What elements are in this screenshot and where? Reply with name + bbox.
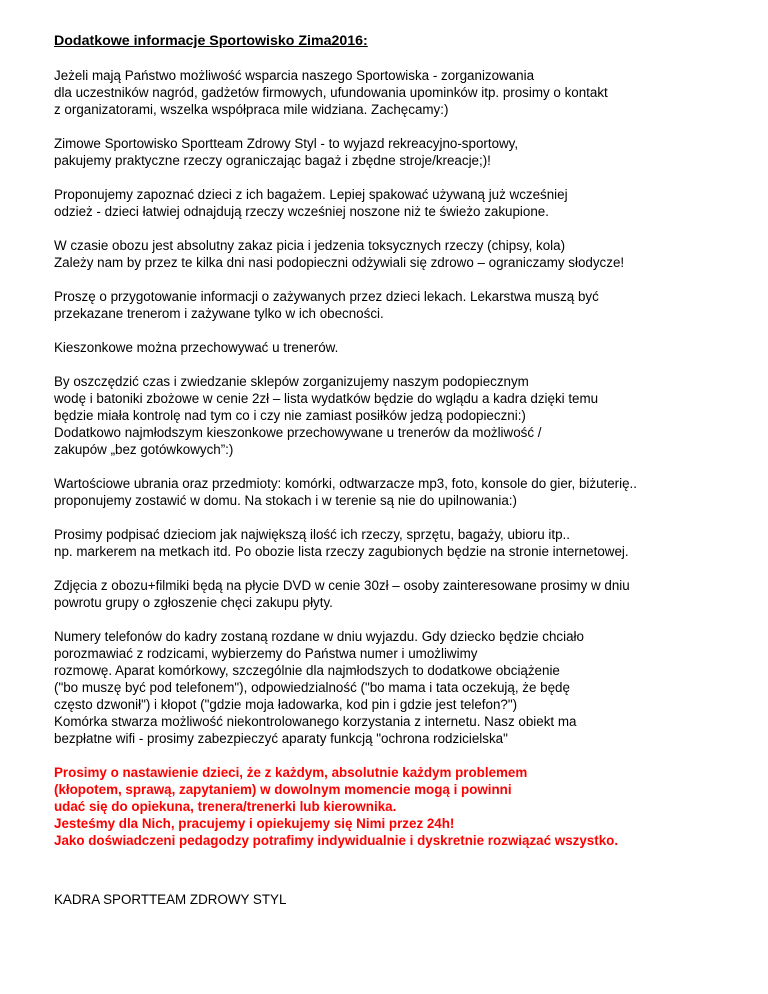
paragraph-line: Jeżeli mają Państwo możliwość wsparcia naszego Sportowiska - zorganizowania bbox=[54, 68, 535, 83]
paragraph-line: Proponujemy zapoznać dzieci z ich bagażem. Lepiej spakować używaną już wcześniej bbox=[54, 187, 568, 202]
paragraph-line: rozmowę. Aparat komórkowy, szczególnie dla najmłodszych to dodatkowe obciążenie bbox=[54, 663, 560, 678]
important-line: udać się do opiekuna, trenera/trenerki lub kierownika. bbox=[54, 799, 397, 814]
important-line: (kłopotem, sprawą, zapytaniem) w dowolnym momencie mogą i powinni bbox=[54, 782, 512, 797]
paragraph-line: zakupów „bez gotówkowych”:) bbox=[54, 442, 234, 457]
paragraph-phones bbox=[54, 628, 754, 747]
document-page bbox=[54, 33, 754, 908]
paragraph-line: często dzwonił") i kłopot ("gdzie moja ładowarka, kod pin i gdzie jest telefon?") bbox=[54, 697, 518, 712]
important-line: Jesteśmy dla Nich, pracujemy i opiekujemy się Nimi przez 24h! bbox=[54, 816, 455, 831]
paragraph-line: dla uczestników nagród, gadżetów firmowych, ufundowania upominków itp. prosimy o kontakt bbox=[54, 85, 608, 100]
paragraph-food-ban bbox=[54, 237, 754, 271]
paragraph-line: Proszę o przygotowanie informacji o zażywanych przez dzieci lekach. Lekarstwa muszą być bbox=[54, 289, 599, 304]
signature: KADRA SPORTTEAM ZDROWY STYL bbox=[54, 892, 287, 907]
important-line: Prosimy o nastawienie dzieci, że z każdym, absolutnie każdym problemem bbox=[54, 765, 528, 780]
paragraph-line: pakujemy praktyczne rzeczy ograniczając bagaż i zbędne stroje/kreacje;)! bbox=[54, 153, 491, 168]
paragraph-line: Zimowe Sportowisko Sportteam Zdrowy Styl - to wyjazd rekreacyjno-sportowy, bbox=[54, 136, 519, 151]
paragraph-valuables bbox=[54, 475, 754, 509]
paragraph-line: Zdjęcia z obozu+filmiki będą na płycie DVD w cenie 30zł – osoby zainteresowane prosimy w dniu bbox=[54, 578, 630, 593]
paragraph-line: z organizatorami, wszelka współpraca mile widziana. Zachęcamy:) bbox=[54, 102, 449, 117]
paragraph-line: powrotu grupy o zgłoszenie chęci zakupu płyty. bbox=[54, 595, 333, 610]
paragraph-line: bezpłatne wifi - prosimy zabezpieczyć aparaty funkcją "ochrona rodzicielska" bbox=[54, 731, 508, 746]
paragraph-pocket-money bbox=[54, 339, 754, 356]
paragraph-line: ("bo muszę być pod telefonem"), odpowiedzialność ("bo mama i tata oczekują, że będę bbox=[54, 680, 570, 695]
important-line: Jako doświadczeni pedagodzy potrafimy indywidualnie i dyskretnie rozwiązać wszystko. bbox=[54, 833, 619, 848]
paragraph-line: będzie miała kontrolę nad tym co i czy nie zamiast posiłków jedzą podopieczni:) bbox=[54, 408, 526, 423]
paragraph-snacks bbox=[54, 373, 754, 458]
paragraph-line: W czasie obozu jest absolutny zakaz picia i jedzenia toksycznych rzeczy (chipsy, kola) bbox=[54, 238, 566, 253]
paragraph-line: porozmawiać z rodzicami, wybierzemy do Państwa numer i umożliwimy bbox=[54, 646, 478, 661]
paragraph-line: np. markerem na metkach itd. Po obozie lista rzeczy zagubionych będzie na stronie internetowej. bbox=[54, 544, 629, 559]
important-notice bbox=[54, 764, 754, 849]
paragraph-photos-dvd bbox=[54, 577, 754, 611]
paragraph-line: Numery telefonów do kadry zostaną rozdane w dniu wyjazdu. Gdy dziecko będzie chciało bbox=[54, 629, 584, 644]
paragraph-line: przekazane trenerom i zażywane tylko w ich obecności. bbox=[54, 306, 384, 321]
paragraph-line: By oszczędzić czas i zwiedzanie sklepów zorganizujemy naszym podopiecznym bbox=[54, 374, 529, 389]
paragraph-medication bbox=[54, 288, 754, 322]
paragraph-line: Zależy nam by przez te kilka dni nasi podopieczni odżywiali się zdrowo – ograniczamy słodycze! bbox=[54, 255, 625, 270]
paragraph-line: Prosimy podpisać dzieciom jak największą ilość ich rzeczy, sprzętu, bagaży, ubioru itp.. bbox=[54, 527, 570, 542]
paragraph-line: Komórka stwarza możliwość niekontrolowanego korzystania z internetu. Nasz obiekt ma bbox=[54, 714, 577, 729]
paragraph-line: Wartościowe ubrania oraz przedmioty: komórki, odtwarzacze mp3, foto, konsole do gier, biżuterię.. bbox=[54, 476, 638, 491]
paragraph-line: proponujemy zostawić w domu. Na stokach i w terenie są nie do upilnowania:) bbox=[54, 493, 517, 508]
paragraph-packing bbox=[54, 135, 754, 169]
paragraph-line: wodę i batoniki zbożowe w cenie 2zł – lista wydatków będzie do wglądu a kadra dzięki temu bbox=[54, 391, 599, 406]
paragraph-line: Dodatkowo najmłodszym kieszonkowe przechowywane u trenerów da możliwość / bbox=[54, 425, 542, 440]
paragraph-sponsorship bbox=[54, 67, 754, 118]
paragraph-line: Kieszonkowe można przechowywać u trenerów. bbox=[54, 340, 339, 355]
document-title: Dodatkowe informacje Sportowisko Zima2016: bbox=[54, 33, 368, 49]
paragraph-luggage bbox=[54, 186, 754, 220]
paragraph-line: odzież - dzieci łatwiej odnajdują rzeczy wcześniej noszone niż te świeżo zakupione. bbox=[54, 204, 549, 219]
paragraph-labeling bbox=[54, 526, 754, 560]
